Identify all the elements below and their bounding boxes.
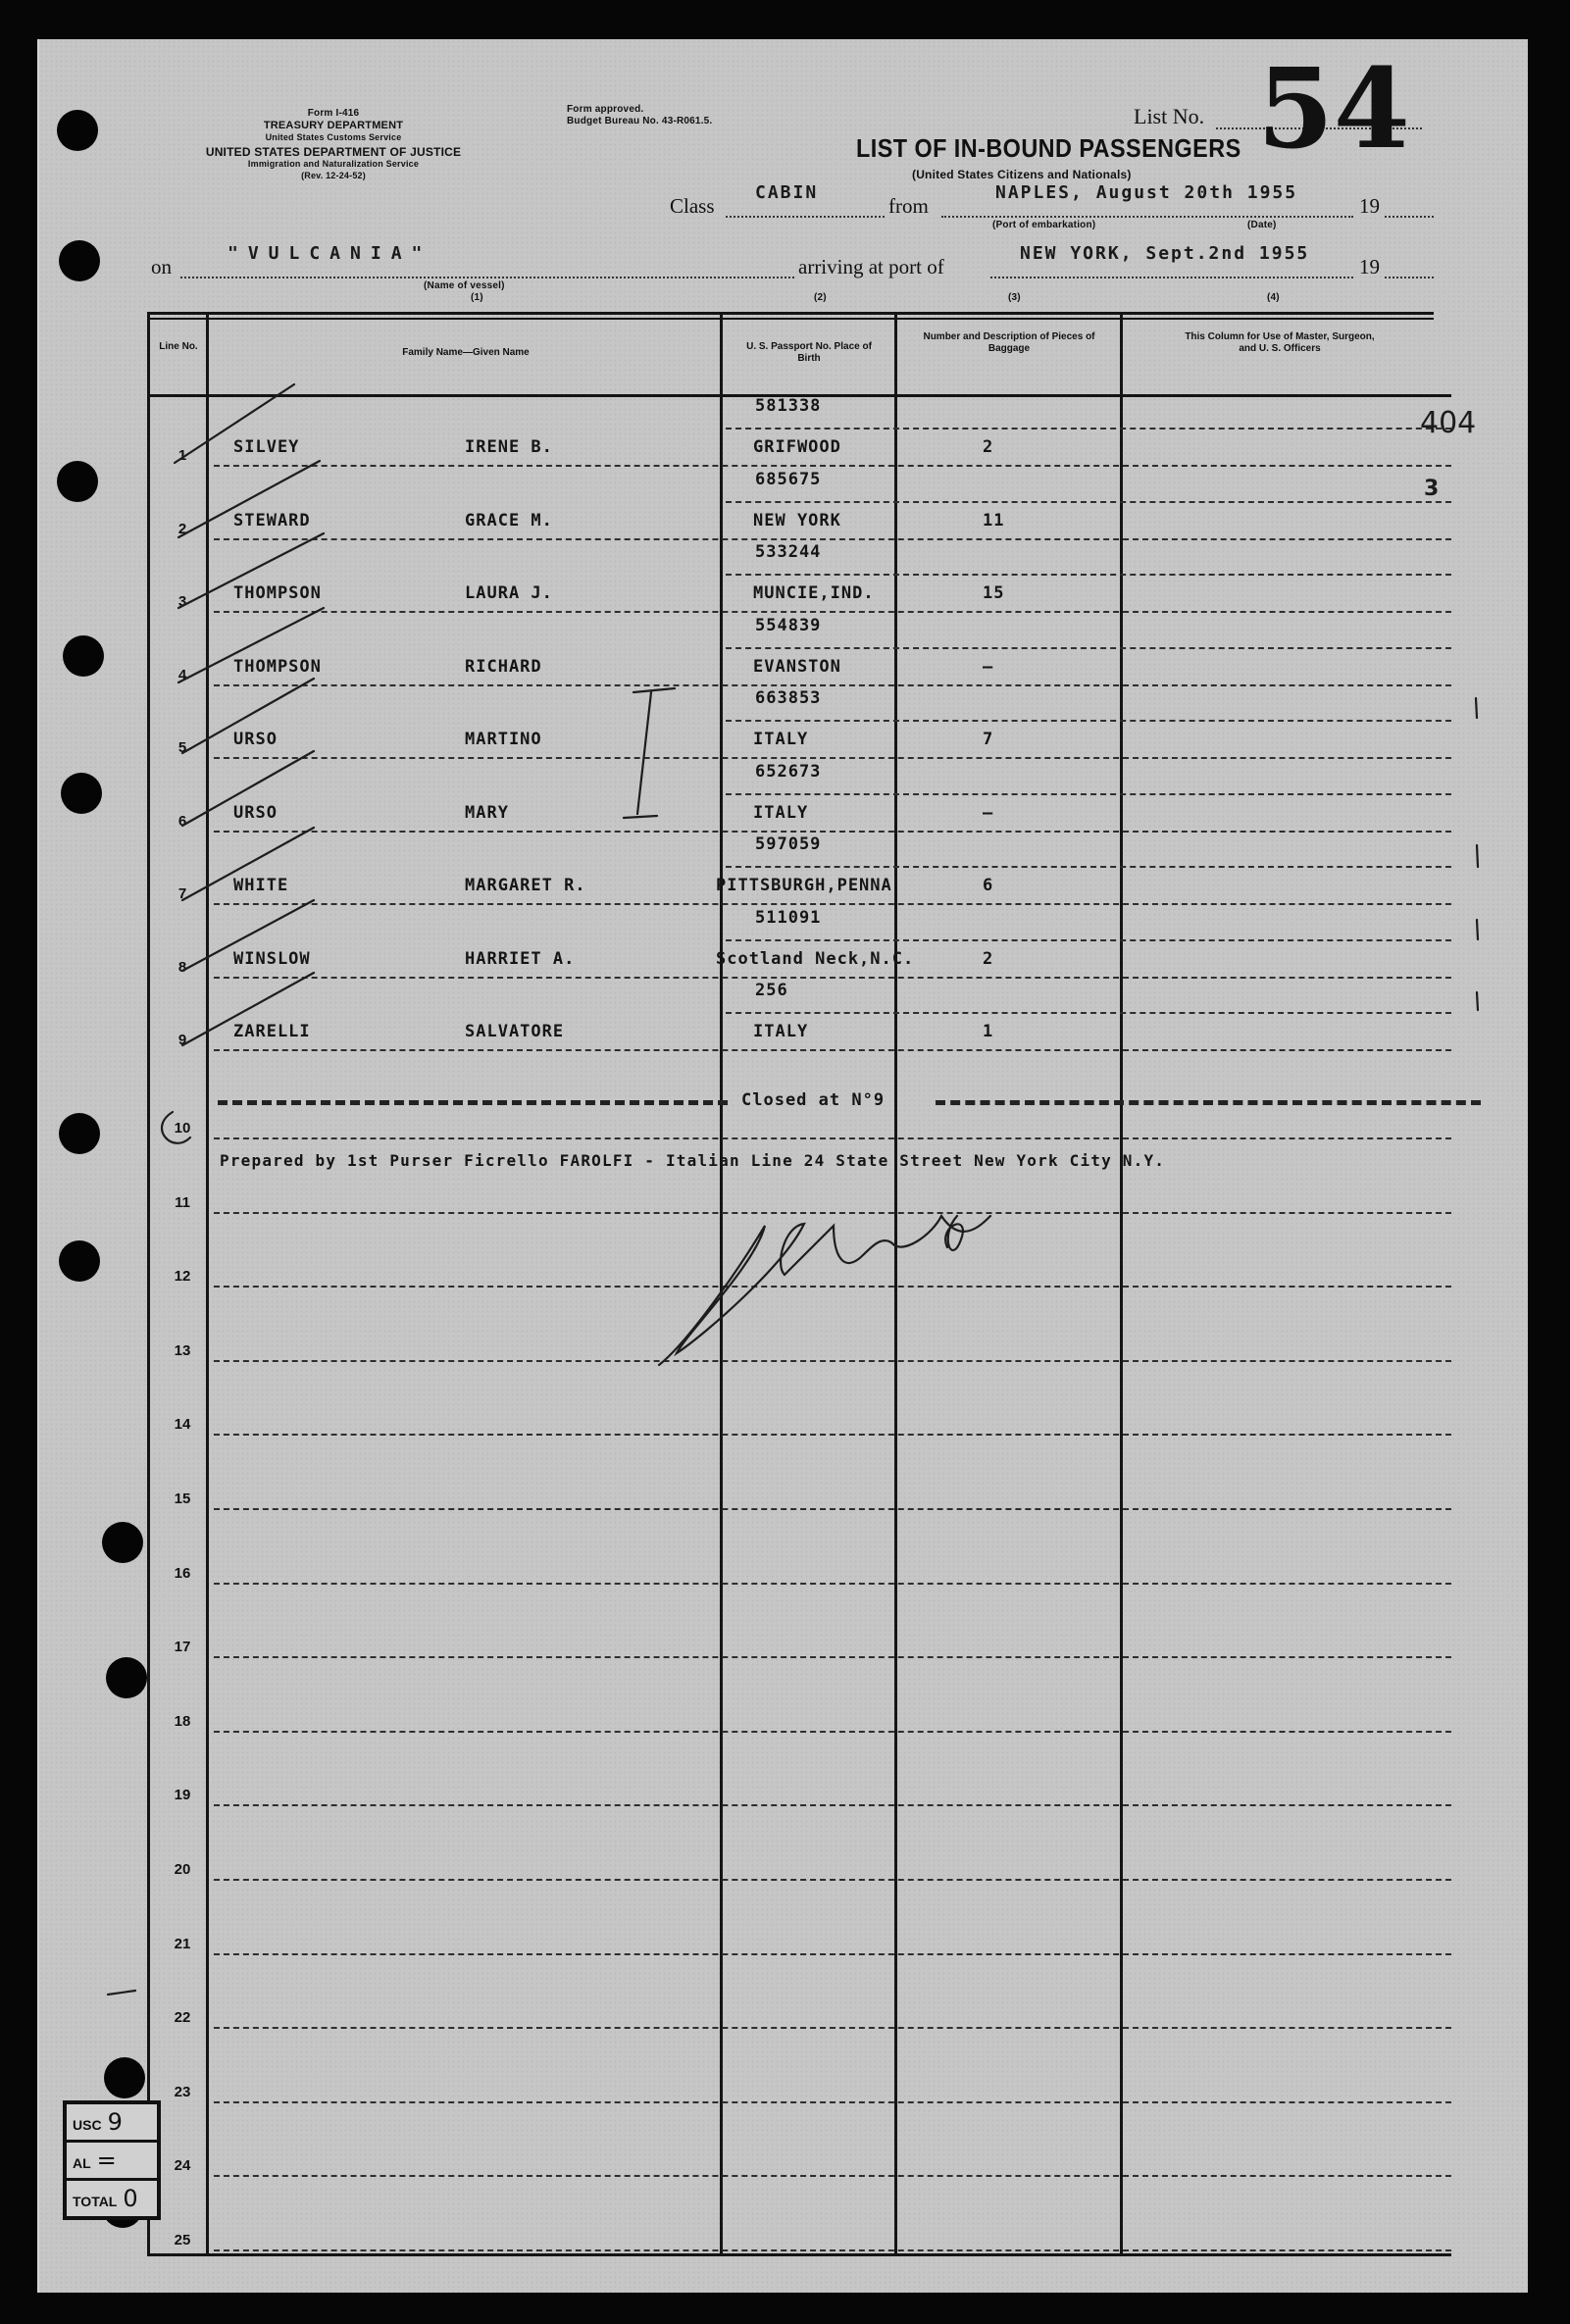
passport-number: 256: [755, 981, 788, 1000]
line-number: 18: [174, 1712, 191, 1730]
usc-count-box: [63, 2100, 161, 2220]
arrival-value: NEW YORK, Sept.2nd 1955: [1020, 243, 1310, 264]
port-caption: (Port of embarkation): [992, 220, 1096, 230]
line-number: 17: [174, 1639, 191, 1656]
row-rule: [214, 757, 1451, 759]
punch-hole: [59, 240, 100, 281]
vessel-name: "VULCANIA": [228, 243, 432, 264]
place-of-birth: ITALY: [753, 1022, 809, 1041]
row-rule: [214, 1434, 1451, 1436]
row-rule-upper: [726, 1012, 1451, 1014]
form-approved-label: Form approved.: [567, 104, 644, 115]
given-name: SALVATORE: [465, 1022, 565, 1041]
line-number: 24: [174, 2157, 191, 2175]
line-number: 1: [177, 447, 187, 464]
margin-note-404: 404: [1420, 406, 1477, 440]
year-rule-2: [1385, 277, 1434, 278]
table-left-border: [147, 314, 150, 2255]
given-name: MARTINO: [465, 730, 542, 749]
row-rule-upper: [726, 574, 1451, 576]
row-rule-upper: [726, 720, 1451, 722]
row-rule: [214, 538, 1451, 540]
punch-hole: [57, 110, 98, 151]
baggage-count: 15: [983, 583, 1005, 603]
line-number: 9: [177, 1032, 187, 1048]
row-rule: [214, 2175, 1451, 2177]
place-of-birth: ITALY: [753, 802, 809, 823]
passport-number: 597059: [755, 834, 822, 854]
column-ref-4: (4): [1267, 292, 1280, 303]
passport-number: 554839: [755, 615, 822, 635]
row-rule: [214, 1804, 1451, 1806]
line-number: 8: [177, 958, 187, 976]
place-of-birth: NEW YORK: [753, 510, 841, 530]
on-label: on: [151, 255, 172, 278]
row-rule: [214, 1731, 1451, 1733]
list-no-label: List No.: [1134, 104, 1205, 128]
family-name: WHITE: [233, 876, 289, 895]
closed-rule-right: [936, 1100, 1481, 1105]
line-number: 22: [174, 2009, 191, 2027]
given-name: MARY: [465, 802, 509, 823]
al-value: =: [96, 2147, 117, 2174]
line-number: 2: [177, 520, 187, 537]
baggage-count: 6: [983, 876, 994, 895]
line-number: 16: [174, 1564, 191, 1582]
year-label-2: 19: [1359, 255, 1380, 278]
line-number: 15: [174, 1490, 191, 1507]
col-header-officers: This Column for Use of Master, Surgeon, and U. S. Officers: [1185, 331, 1375, 354]
place-of-birth: Scotland Neck,N.C.: [716, 948, 915, 969]
passport-number: 511091: [755, 907, 822, 928]
place-of-birth: EVANSTON: [753, 656, 841, 677]
line-number: 5: [177, 739, 187, 756]
line-number: 4: [177, 666, 187, 683]
approval-block: [567, 104, 712, 127]
given-name: RICHARD: [465, 656, 542, 677]
row-rule: [214, 2027, 1451, 2029]
row-rule: [214, 1137, 1451, 1139]
family-name: THOMPSON: [233, 656, 322, 677]
row-rule: [214, 1212, 1451, 1214]
row-rule: [214, 1953, 1451, 1955]
baggage-count: 7: [983, 730, 994, 749]
line-number: 10: [174, 1120, 191, 1137]
line-number: 20: [174, 1861, 191, 1878]
column-divider-name: [720, 314, 723, 2255]
punch-hole: [61, 773, 102, 814]
punch-hole: [63, 635, 104, 677]
class-value: CABIN: [755, 182, 819, 203]
place-of-birth: MUNCIE,IND.: [753, 583, 875, 603]
family-name: SILVEY: [233, 437, 300, 457]
row-rule: [214, 1049, 1451, 1051]
al-row: [67, 2143, 157, 2181]
given-name: HARRIET A.: [465, 948, 576, 969]
form-title: LIST OF IN-BOUND PASSENGERS: [856, 133, 1241, 163]
family-name: STEWARD: [233, 510, 311, 530]
punch-hole: [102, 1522, 143, 1563]
table-bottom-rule: [147, 2253, 1451, 2256]
margin-note-3: 3: [1424, 477, 1440, 501]
revision-label: (Rev. 12-24-52): [301, 171, 366, 180]
line-number: 14: [174, 1416, 191, 1434]
line-number: 7: [177, 885, 187, 902]
passport-number: 663853: [755, 688, 822, 708]
list-number: 54: [1257, 45, 1410, 174]
line-number: 11: [175, 1193, 190, 1211]
table-top-rule-2: [147, 318, 1434, 320]
from-rule: [941, 216, 1353, 218]
baggage-count: 2: [983, 948, 994, 969]
passport-number: 581338: [755, 396, 822, 416]
class-label: Class: [670, 194, 715, 218]
line-number: 6: [177, 812, 187, 830]
given-name: LAURA J.: [465, 583, 553, 603]
punch-hole: [57, 461, 98, 502]
row-rule: [214, 903, 1451, 905]
table-top-rule: [147, 312, 1434, 315]
vessel-rule: [180, 277, 794, 278]
usc-row: [67, 2104, 157, 2143]
punch-hole: [106, 1657, 147, 1698]
family-name: WINSLOW: [233, 948, 311, 969]
place-of-birth: PITTSBURGH,PENNA: [716, 876, 892, 895]
vessel-caption: (Name of vessel): [424, 280, 505, 291]
given-name: GRACE M.: [465, 510, 553, 530]
line-number: 13: [174, 1341, 191, 1359]
row-rule: [214, 977, 1451, 979]
col-header-baggage: Number and Description of Pieces of Baggage: [923, 331, 1095, 354]
row-rule: [214, 465, 1451, 467]
given-name: IRENE B.: [465, 437, 553, 457]
row-rule-upper: [726, 428, 1451, 429]
doj-label: UNITED STATES DEPARTMENT OF JUSTICE: [205, 145, 462, 159]
row-rule: [214, 2101, 1451, 2103]
punch-hole: [104, 2057, 145, 2098]
column-ref-1: (1): [471, 292, 483, 303]
budget-bureau-label: Budget Bureau No. 43-R061.5.: [567, 116, 713, 126]
prepared-by-note: Prepared by 1st Purser Ficrello FAROLFI - Italian Line 24 State Street New York City N.Y.: [220, 1151, 1166, 1170]
column-divider-baggage: [1120, 314, 1123, 2255]
given-name: MARGARET R.: [465, 876, 586, 895]
line-number: 19: [174, 1787, 191, 1804]
column-ref-2: (2): [814, 292, 827, 303]
col-header-passport: U. S. Passport No. Place of Birth: [746, 341, 872, 364]
baggage-count: –: [983, 802, 994, 823]
ins-label: Immigration and Naturalization Service: [247, 159, 420, 169]
baggage-count: 1: [983, 1022, 994, 1041]
row-rule: [214, 684, 1451, 686]
form-subtitle: (United States Citizens and Nationals): [912, 168, 1132, 181]
form-agency-block: [147, 108, 520, 181]
row-rule: [214, 831, 1451, 833]
passport-number: 652673: [755, 761, 822, 782]
family-name: URSO: [233, 730, 278, 749]
line-number: 25: [174, 2232, 191, 2248]
row-rule-upper: [726, 866, 1451, 868]
usc-label: USC: [73, 2117, 102, 2133]
arrival-rule: [990, 277, 1353, 278]
closed-rule-left: [218, 1100, 728, 1105]
closed-at-note: Closed at N°9: [741, 1090, 886, 1110]
row-rule: [214, 1360, 1451, 1362]
baggage-count: 2: [983, 437, 994, 457]
total-label: TOTAL: [73, 2194, 118, 2209]
line-number: 21: [174, 1935, 191, 1952]
row-rule: [214, 1879, 1451, 1881]
customs-label: United States Customs Service: [265, 132, 402, 142]
punch-hole: [59, 1113, 100, 1154]
col-header-name: Family Name—Given Name: [402, 347, 530, 358]
row-rule-upper: [726, 501, 1451, 503]
family-name: ZARELLI: [233, 1022, 311, 1041]
arriving-label: arriving at port of: [798, 255, 944, 278]
column-divider-passport: [894, 314, 897, 2255]
punch-hole: [59, 1240, 100, 1282]
baggage-count: –: [983, 656, 994, 677]
row-rule-upper: [726, 647, 1451, 649]
form-number: Form I-416: [307, 108, 360, 119]
line-number: 3: [177, 593, 187, 610]
column-divider-line: [206, 314, 209, 2255]
embarkation-value: NAPLES, August 20th 1955: [995, 182, 1298, 203]
place-of-birth: ITALY: [753, 730, 809, 749]
treasury-label: TREASURY DEPARTMENT: [263, 120, 404, 131]
total-value: 0: [123, 2185, 138, 2212]
total-row: [67, 2181, 157, 2216]
row-rule: [214, 1656, 1451, 1658]
date-caption: (Date): [1247, 220, 1277, 230]
row-rule: [214, 611, 1451, 613]
line-number: 12: [174, 1268, 191, 1286]
year-label-1: 19: [1359, 194, 1380, 218]
row-rule: [214, 1508, 1451, 1510]
row-rule: [214, 1286, 1451, 1288]
passport-number: 533244: [755, 542, 822, 562]
class-rule: [726, 216, 885, 218]
year-rule-1: [1385, 216, 1434, 218]
line-number: 23: [174, 2083, 191, 2100]
usc-value: 9: [107, 2108, 123, 2136]
place-of-birth: GRIFWOOD: [753, 437, 841, 457]
baggage-count: 11: [983, 510, 1005, 530]
al-label: AL: [73, 2155, 91, 2171]
row-rule-upper: [726, 793, 1451, 795]
row-rule: [214, 2249, 1451, 2251]
from-label: from: [888, 194, 929, 218]
col-header-line-no: Line No.: [159, 341, 198, 352]
family-name: THOMPSON: [233, 583, 322, 603]
column-ref-3: (3): [1008, 292, 1021, 303]
passport-number: 685675: [755, 469, 822, 489]
row-rule: [214, 1583, 1451, 1585]
family-name: URSO: [233, 802, 278, 823]
row-rule-upper: [726, 939, 1451, 941]
